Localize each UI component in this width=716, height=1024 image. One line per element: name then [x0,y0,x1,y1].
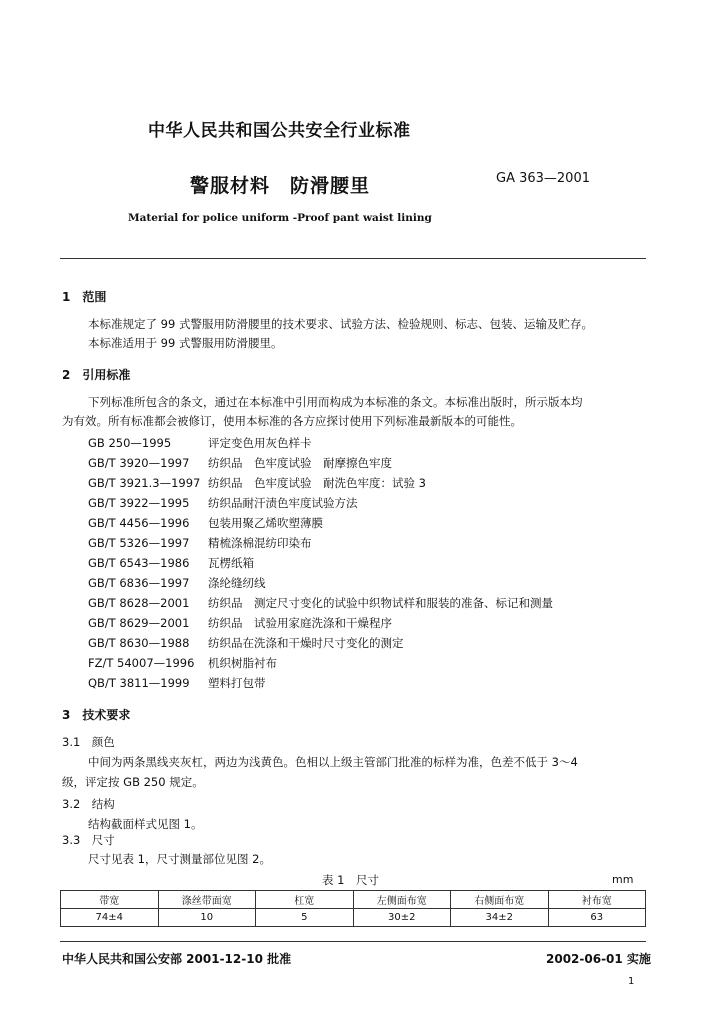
reference-item: GB/T 8629—2001 纺织品 试验用家庭洗涤和干燥程序 [88,616,392,630]
section-1-paragraph-2: 本标准适用于 99 式警服用防滑腰里。 [88,336,283,350]
section-1-heading: 1 范围 [62,290,107,304]
subsection-3-2-heading: 3.2 结构 [62,797,115,811]
table-unit: mm [612,873,634,886]
implementation-date: 2002-06-01 实施 [546,952,651,966]
section-2-paragraph-line-1: 下列标准所包含的条文，通过在本标准中引用而构成为本标准的条文。本标准出版时，所示版本均 [88,395,583,409]
table-cell: 74±4 [61,909,159,927]
table-cell: 34±2 [451,909,549,927]
subsection-3-3-heading: 3.3 尺寸 [62,833,115,847]
table-header-cell: 带宽 [61,891,159,909]
section-1-paragraph-1: 本标准规定了 99 式警服用防滑腰里的技术要求、试验方法、检验规则、标志、包装、运输及贮存。 [88,317,593,331]
subsection-3-3-paragraph: 尺寸见表 1，尺寸测量部位见图 2。 [88,852,271,866]
header-divider [60,258,646,259]
reference-item: GB/T 3922—1995 纺织品耐汗渍色牢度试验方法 [88,496,358,510]
table-caption: 表 1 尺寸 [322,873,379,887]
reference-item: GB/T 3921.3—1997 纺织品 色牢度试验 耐洗色牢度：试验 3 [88,476,426,490]
reference-item: GB/T 6836—1997 涤纶缝纫线 [88,576,266,590]
subsection-3-1-heading: 3.1 颜色 [62,735,115,749]
standard-number: GA 363—2001 [496,171,590,186]
subsection-3-1-paragraph-line-1: 中间为两条黑线夹灰杠，两边为浅黄色。色相以上级主管部门批准的标样为准，色差不低于 3～4 [88,755,578,769]
reference-item: GB/T 6543—1986 瓦楞纸箱 [88,556,254,570]
subsection-3-1-paragraph-line-2: 级，评定按 GB 250 规定。 [62,775,204,789]
table-cell: 63 [548,909,646,927]
table-header-cell: 左侧面布宽 [353,891,451,909]
reference-item: GB/T 8630—1988 纺织品在洗涤和干燥时尺寸变化的测定 [88,636,404,650]
issuing-organization: 中华人民共和国公共安全行业标准 [148,121,411,141]
table-cell: 5 [256,909,354,927]
table-header-cell: 衬布宽 [548,891,646,909]
reference-item: QB/T 3811—1999 塑料打包带 [88,676,266,690]
section-2-paragraph-line-2: 为有效。所有标准都会被修订，使用本标准的各方应探讨使用下列标准最新版本的可能性。 [62,414,522,428]
footer-divider [60,941,646,942]
reference-item: GB/T 5326—1997 精梳涤棉混纺印染布 [88,536,312,550]
table-header-cell: 右侧面布宽 [451,891,549,909]
reference-item: GB/T 4456—1996 包装用聚乙烯吹塑薄膜 [88,516,323,530]
table-header-cell: 涤丝带面宽 [158,891,256,909]
dimensions-table [60,890,646,927]
table-header-cell: 杠宽 [256,891,354,909]
table-row [61,909,646,927]
section-3-heading: 3 技术要求 [62,708,131,722]
reference-item: FZ/T 54007—1996 机织树脂衬布 [88,656,277,670]
table-cell: 30±2 [353,909,451,927]
reference-item: GB/T 8628—2001 纺织品 测定尺寸变化的试验中织物试样和服装的准备、标记和测量 [88,596,553,610]
english-title: Material for police uniform -Proof pant waist lining [128,212,432,224]
approval-date: 中华人民共和国公安部 2001-12-10 批准 [62,952,292,966]
section-2-heading: 2 引用标准 [62,368,131,382]
reference-item: GB 250—1995 评定变色用灰色样卡 [88,436,312,450]
page-number: 1 [628,976,635,987]
reference-item: GB/T 3920—1997 纺织品 色牢度试验 耐摩擦色牢度 [88,456,392,470]
standard-title: 警服材料 防滑腰里 [190,175,371,197]
table-cell: 10 [158,909,256,927]
subsection-3-2-paragraph: 结构截面样式见图 1。 [88,817,203,831]
table-header-row [61,891,646,909]
